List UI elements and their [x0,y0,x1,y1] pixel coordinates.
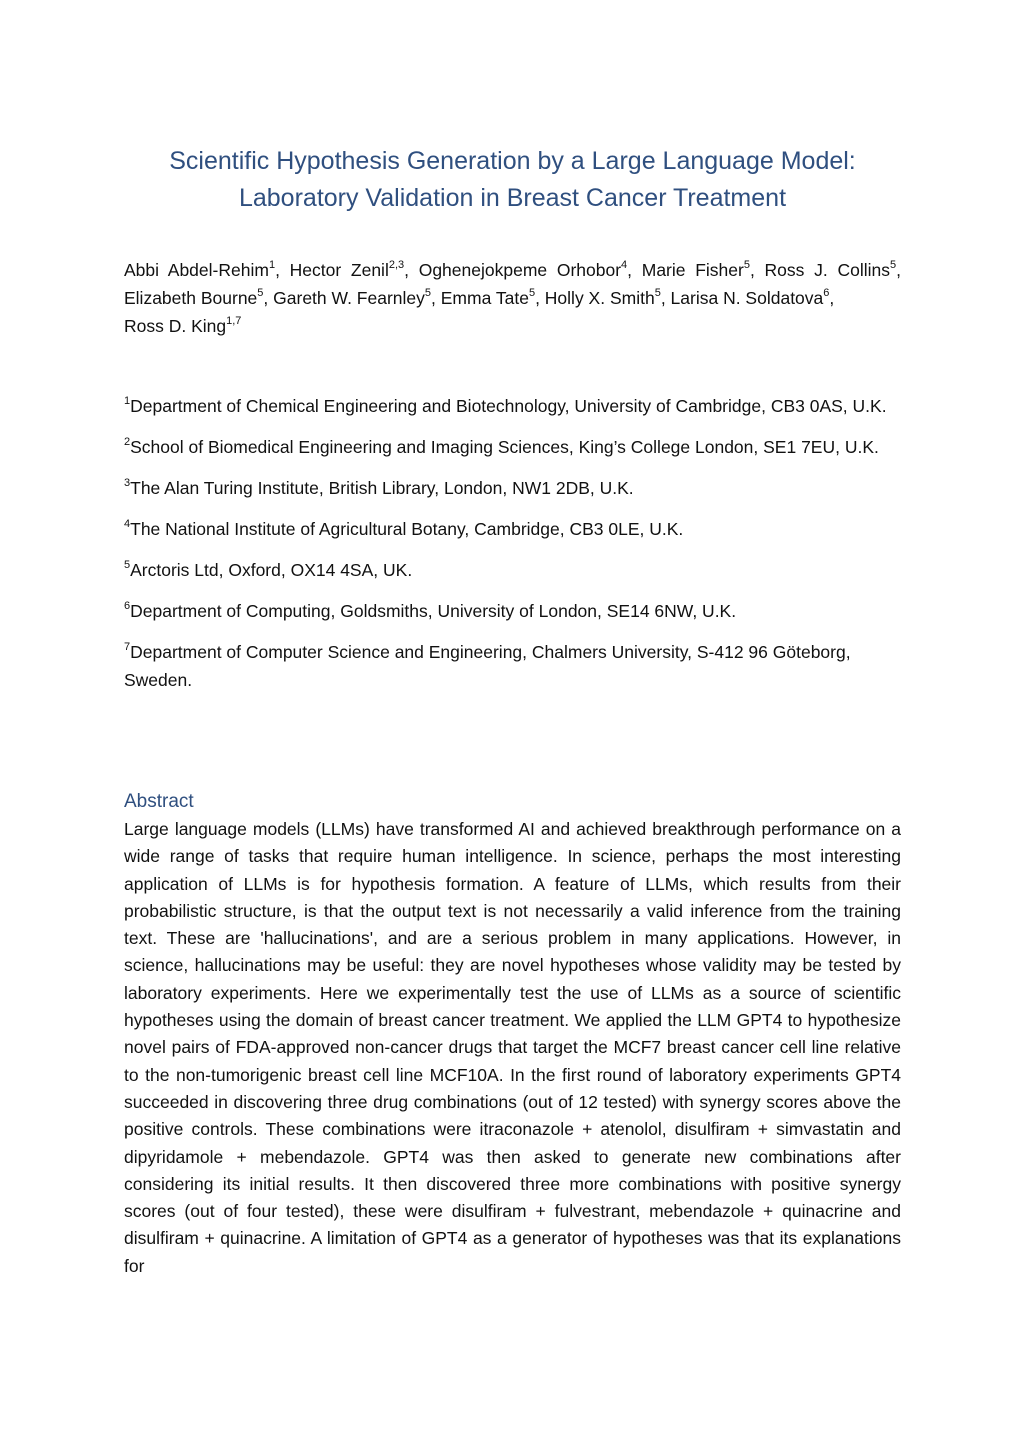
abstract-heading: Abstract [124,791,194,812]
affiliation: $^2$School of Biomedical Engineering and Imaging Sciences, King’s College London, SE1 7EU, U.K. [124,436,879,457]
affiliation: $^3$The Alan Turing Institute, British Library, London, NW1 2DB, U.K. [124,477,634,498]
author-list [124,256,901,340]
author: Oghenejokpeme Orhobor$^4$, [418,259,642,280]
affiliation-list [124,392,901,707]
affiliation: $^4$The National Institute of Agricultural Botany, Cambridge, CB3 0LE, U.K. [124,518,684,539]
title-line-2: Laboratory Validation in Breast Cancer Treatment [238,184,787,212]
author: Abbi Abdel-Rehim$^1$, [124,259,290,280]
affiliation: $^5$Arctoris Ltd, Oxford, OX14 4SA, UK. [124,559,413,580]
author: Ross J. Collins$^5$, [764,259,901,280]
title-line-1: Scientific Hypothesis Generation by a Large Language Model: [169,147,856,175]
author: Hector Zenil$^{2,3}$, [289,259,419,280]
affiliation: $^6$Department of Computing, Goldsmiths, University of London, SE14 6NW, U.K. [124,600,737,621]
author: Gareth W. Fearnley$^5$, [273,287,441,308]
author: Larisa N. Soldatova$^6$, [670,287,835,308]
author: Holly X. Smith$^5$, [544,287,671,308]
affiliation: $^7$Department of Computer Science and Engineering, Chalmers University, S-412 96 Göteborg, Sweden. [124,641,851,690]
author: Marie Fisher$^5$, [641,259,765,280]
author: Emma Tate$^5$, [440,287,545,308]
paper-title [124,143,901,217]
affiliation: $^1$Department of Chemical Engineering and Biotechnology, University of Cambridge, CB3 0AS, U.K. [124,395,887,416]
author: Elizabeth Bourne$^5$, [124,287,274,308]
abstract-body: Large language models (LLMs) have transformed AI and achieved breakthrough performance on a wide range of tasks that require human intelligence. In science, perhaps the most interesting application of LLMs is for hypothesis formation. A feature of LLMs, which results from their probabilistic structure, is that the output text is not necessarily a valid inference from the training text. These are 'hallucinations', and are a serious problem in many applications. However, in science, hallucinations may be useful: they are novel hypotheses whose validity may be tested by laboratory experiments. Here we experimentally test the use of LLMs as a source of scientific hypotheses using the domain of breast cancer treatment. We applied the LLM GPT4 to hypothesize novel pairs of FDA-approved non-cancer drugs that target the MCF7 breast cancer cell line relative to the non-tumorigenic breast cell line MCF10A. In the first round of laboratory experiments GPT4 succeeded in discovering three drug combinations (out of 12 tested) with synergy scores above the positive controls. These combinations were itraconazole + atenolol, disulfiram + simvastatin and dipyridamole + mebendazole. GPT4 was then asked to generate new combinations after considering its initial results. It then discovered three more combinations with positive synergy scores (out of four tested), these were disulfiram + fulvestrant, mebendazole + quinacrine and disulfiram + quinacrine. A limitation of GPT4 as a generator of hypotheses was that its explanations for [124,819,901,1276]
author: Ross D. King$^{1,7}$ [124,315,242,336]
